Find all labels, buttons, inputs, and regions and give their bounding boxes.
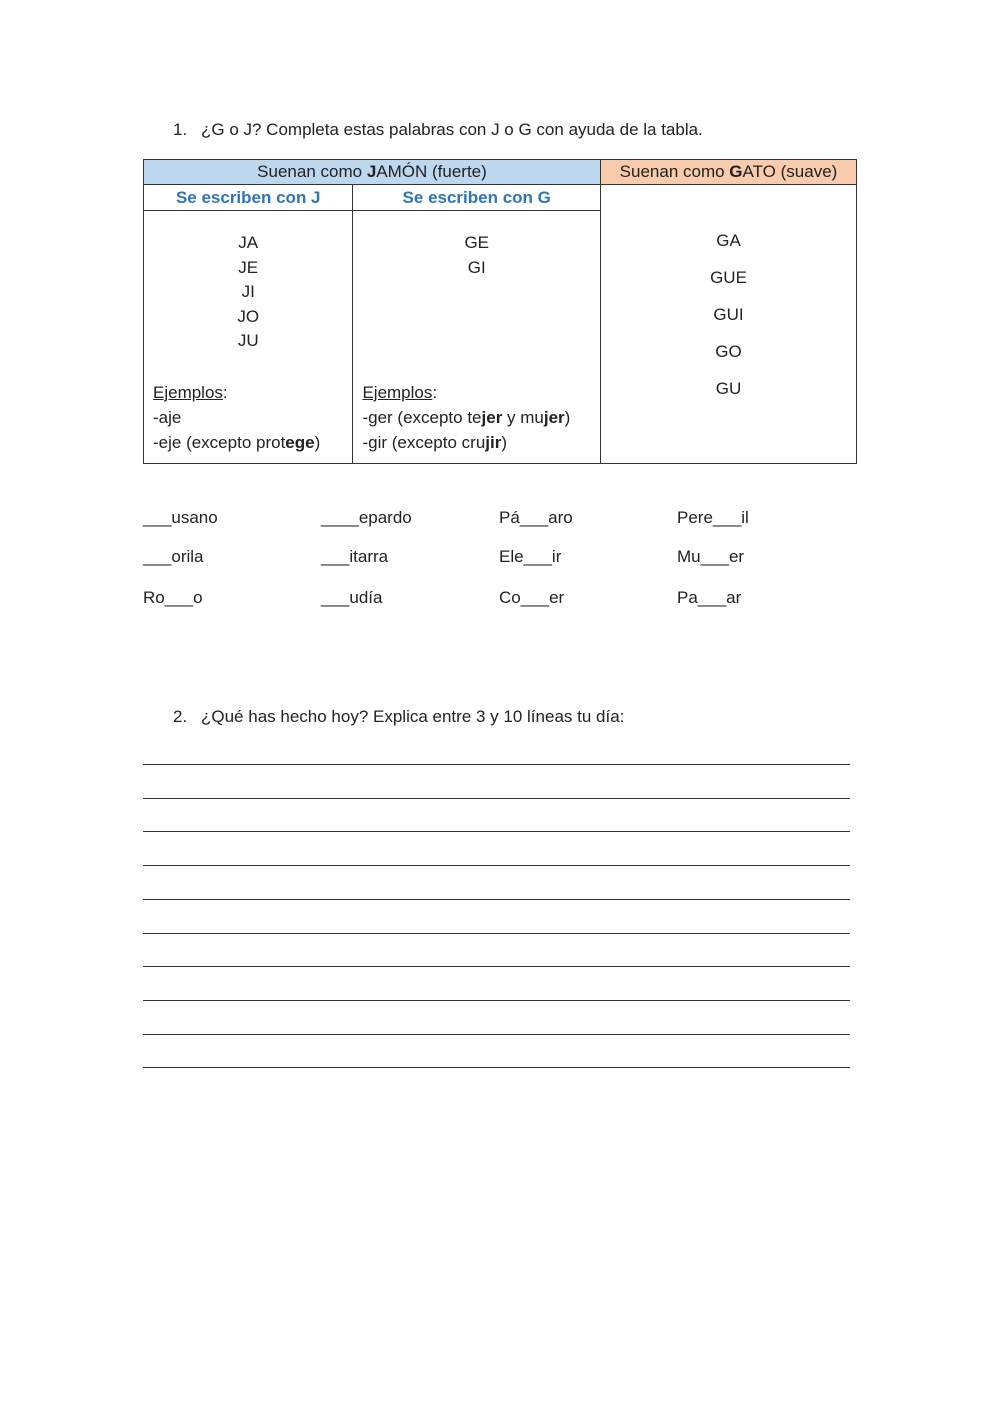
writing-line[interactable] [143, 865, 850, 866]
question-text: ¿Qué has hecho hoy? Explica entre 3 y 10 líneas tu día: [201, 707, 625, 726]
j-examples: Ejemplos: -aje -eje (excepto protege) [153, 383, 321, 452]
word-blank: Pá___aro [499, 508, 573, 527]
writing-line[interactable] [143, 933, 850, 934]
question-number: 1. [173, 120, 188, 139]
writing-line[interactable] [143, 831, 850, 832]
writing-line[interactable] [143, 1000, 850, 1001]
gato-syllables: GA GUE GUI GO GU [710, 231, 747, 398]
header-gato: Suenan como GATO (suave) [601, 160, 857, 185]
j-syllables: JA JE JI JO JU [237, 233, 260, 350]
col-j-title: Se escriben con J [144, 185, 353, 211]
question-number: 2. [173, 707, 188, 726]
header-jamon: Suenan como JAMÓN (fuerte) [144, 160, 601, 185]
word-blank: ___itarra [321, 547, 389, 566]
writing-line[interactable] [143, 764, 850, 765]
question-2 [173, 707, 624, 727]
question-text: ¿G o J? Completa estas palabras con J o G con ayuda de la tabla. [201, 120, 703, 139]
word-blank: ____epardo [321, 508, 412, 527]
word-blank: Ro___o [143, 588, 203, 607]
word-blank: ___usano [143, 508, 218, 527]
question-1 [173, 120, 703, 140]
word-blank: Pa___ar [677, 588, 742, 607]
word-blank: Ele___ir [499, 547, 562, 566]
word-blank: Pere___il [677, 508, 749, 527]
writing-line[interactable] [143, 1067, 850, 1068]
writing-line[interactable] [143, 966, 850, 967]
word-blank: ___orila [143, 547, 204, 566]
word-blank: Co___er [499, 588, 565, 607]
word-blank: Mu___er [677, 547, 745, 566]
g-examples: Ejemplos: -ger (excepto tejer y mujer) -gir (excepto crujir) [362, 383, 571, 452]
col-j-cell [144, 211, 353, 464]
rules-table [143, 159, 857, 464]
col-g-cell [353, 211, 601, 464]
col-g-title: Se escriben con G [353, 185, 601, 211]
writing-line[interactable] [143, 899, 850, 900]
gato-cell [601, 185, 857, 464]
writing-line[interactable] [143, 1034, 850, 1035]
g-syllables: GE GI [464, 233, 489, 277]
word-blank: ___udía [321, 588, 383, 607]
writing-line[interactable] [143, 798, 850, 799]
